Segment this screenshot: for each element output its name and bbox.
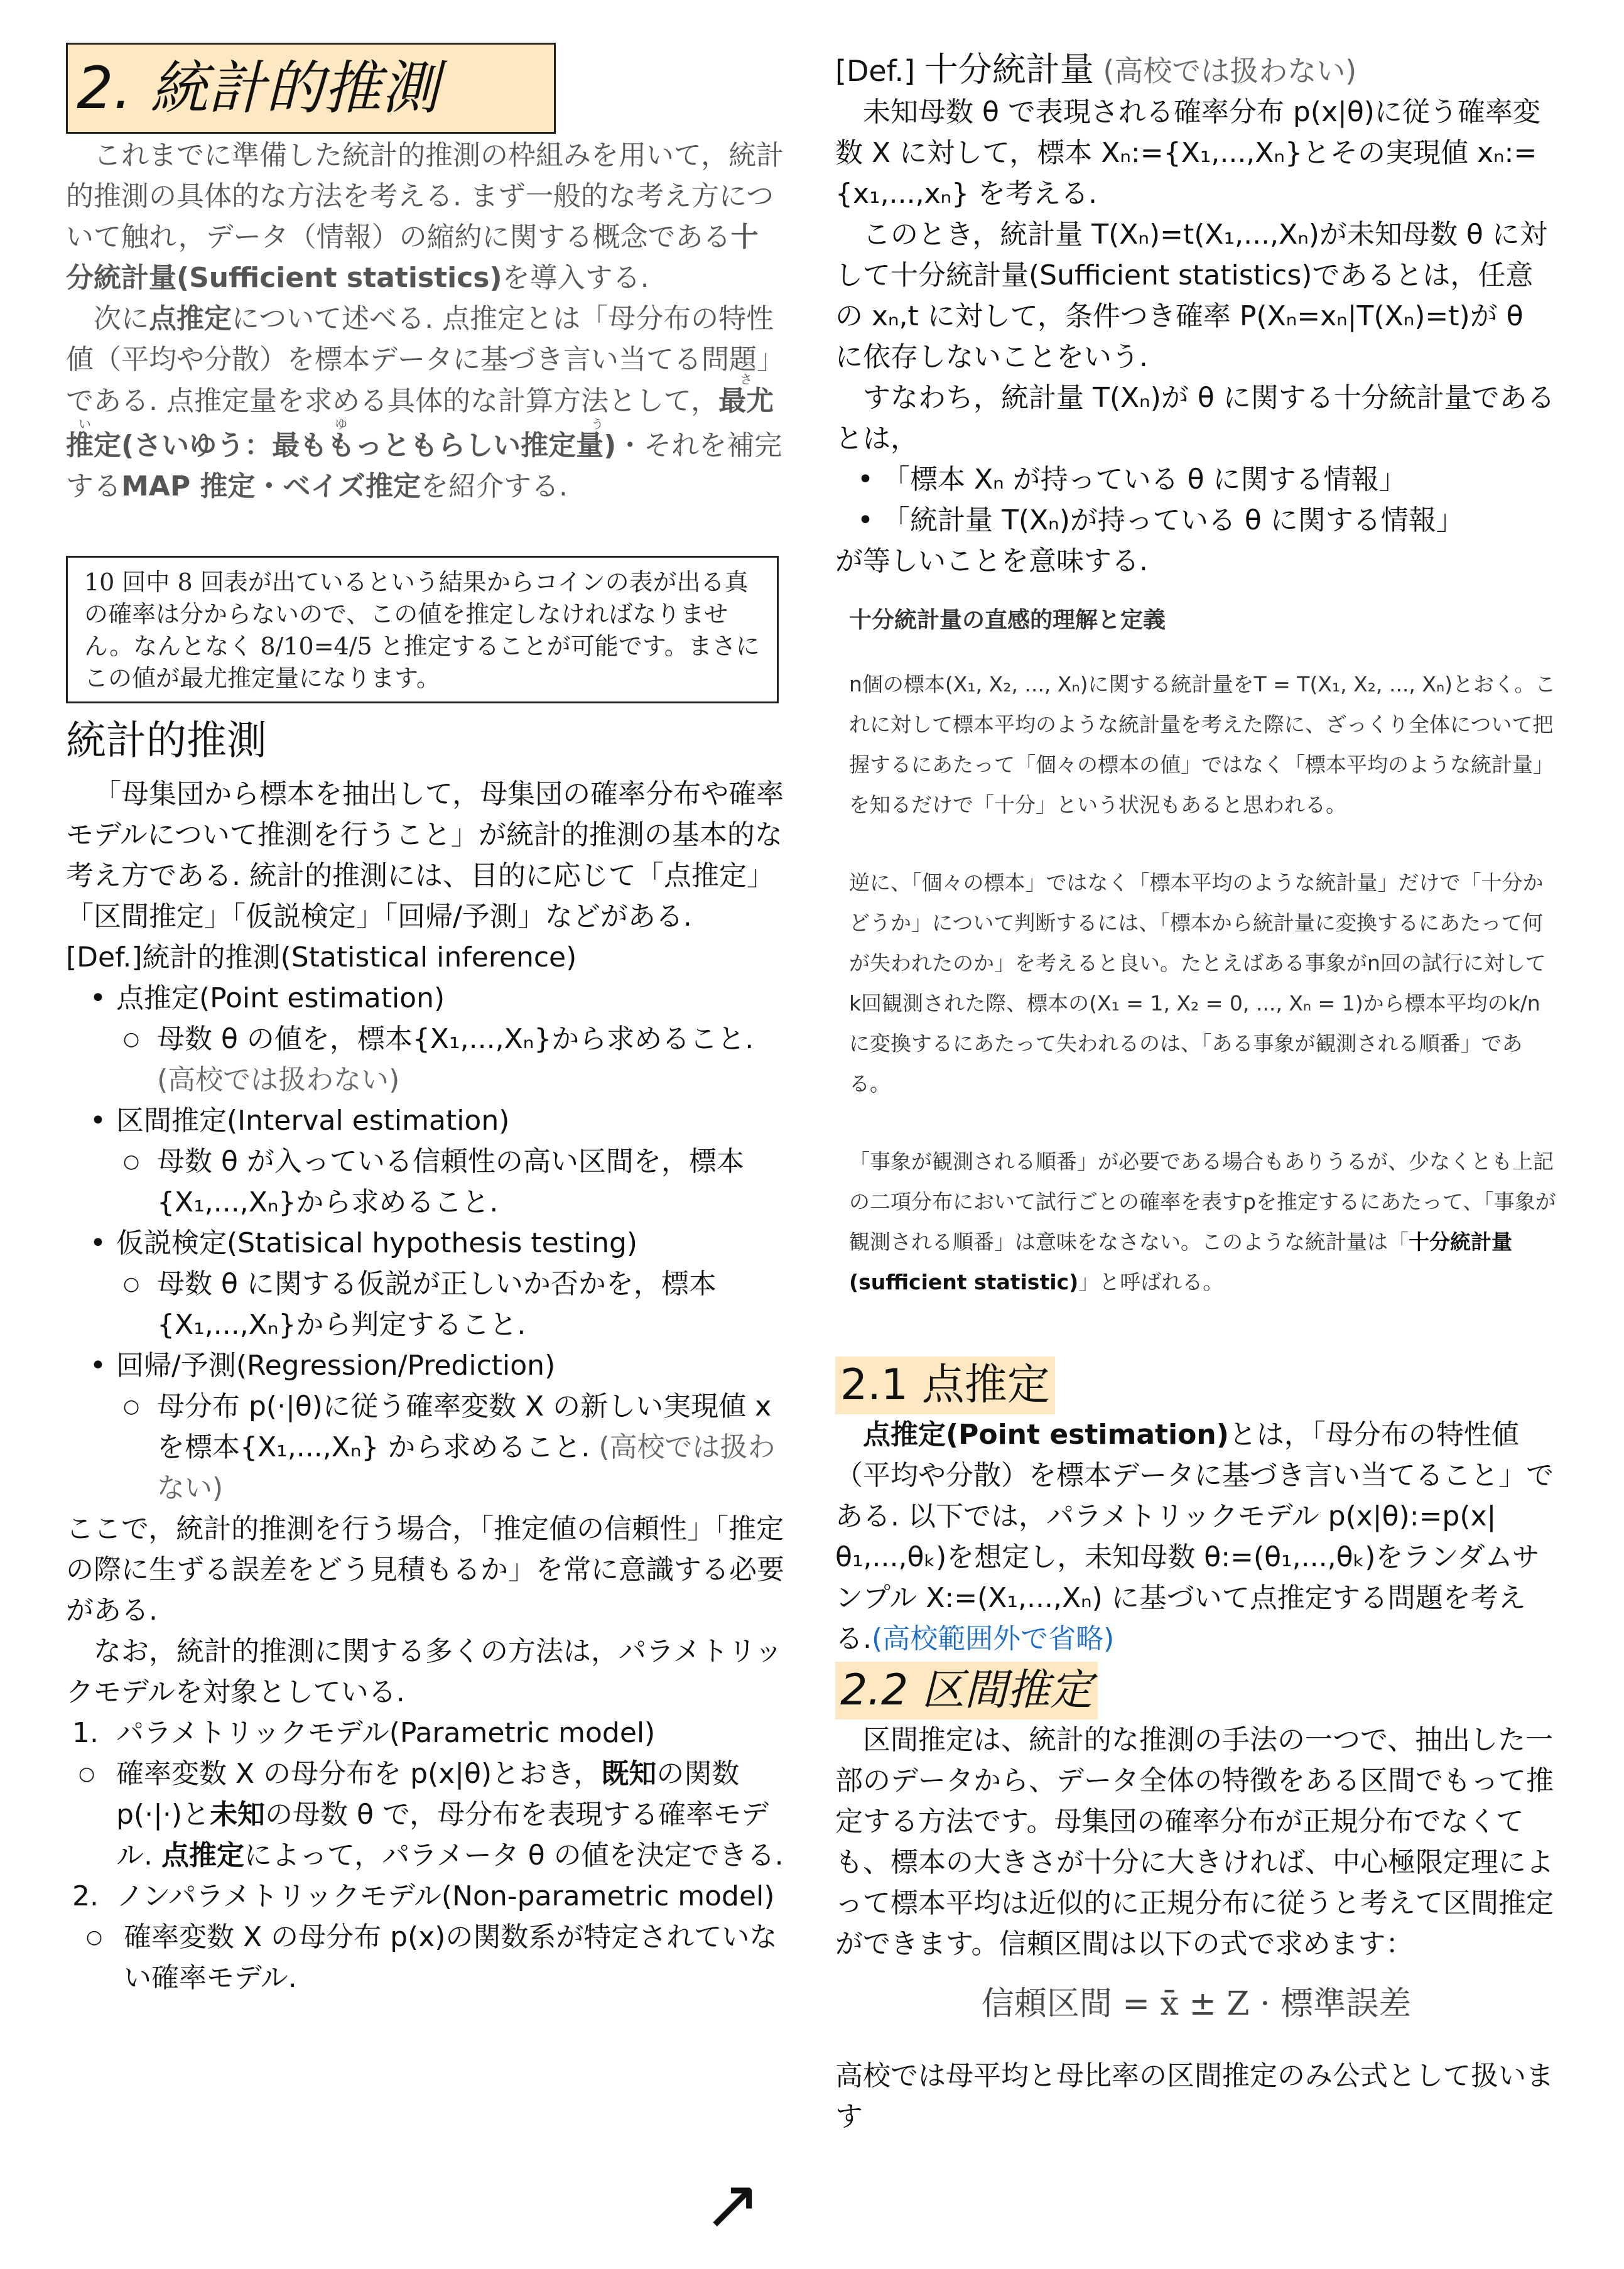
parametric-intro-paragraph: なお，統計的推測に関する多くの方法は，パラメトリックモデルを対象としている.: [66, 1635, 782, 1708]
definition-paragraph-1: 未知母数 θ で表現される確率分布 p(x|θ)に従う確率変数 X に対して，標本 Xₙ:={X₁,...,Xₙ}とその実現値 xₙ:={x₁,...,xₙ} を考える.: [835, 96, 1540, 210]
right-column: [835, 49, 1557, 1302]
explanation-heading: 十分統計量の直感的理解と定義: [849, 607, 1166, 633]
explanation-paragraph-1: n個の標本(X₁, X₂, ..., Xₙ)に関する統計量をT = T(X₁, X₂, ..., Xₙ)とおく。これに対して標本平均のような統計量を考えた際に、ざっくり全体について把握するにあたって「個々の標本の値」ではなく「標本平均のような統計量」を知るだけで「十分」という状況もあると思われる。: [849, 672, 1556, 817]
high-school-scope-note: 高校では母平均と母比率の区間推定のみ公式として扱います: [835, 2060, 1554, 2133]
point-estimation-section: [835, 1357, 1557, 2137]
list-item-point-estimation: • 点推定(Point estimation) ○ 母数 θ の値を，標本{X₁,...,Xₙ}から求めること. (高校では扱わない): [90, 982, 754, 1096]
intro-paragraph-1: これまでに準備した統計的推測の枠組みを用いて，統計的推測の具体的な方法を考える. まず一般的な考え方について触れ，データ（情報）の縮約に関する概念である十分統計量(Sufficient statistics)を導入する.: [66, 139, 784, 294]
list-item-regression: • 回帰/予測(Regression/Prediction) ○ 母分布 p(·|θ)に従う確率変数 X の新しい実現値 x を標本{X₁,...,Xₙ} から求めること. (高校では扱わない): [90, 1350, 776, 1504]
point-estimation-paragraph: 点推定(Point estimation)とは，「母分布の特性値（平均や分散）を標本データに基づき言い当てること」である. 以下では，パラメトリックモデル p(x|θ):=p(x|θ₁,...,θₖ)を想定し，未知母数 θ:=(θ₁,...,θₖ)をランダムサンプル X:=(X₁,...,Xₙ) に基づいて点推定する問題を考える.(高校範囲外で省略): [835, 1419, 1554, 1655]
list-item-sample-info: • 「標本 Xₙ が持っている θ に関する情報」: [857, 463, 1407, 495]
inference-paragraph: 「母集団から標本を抽出して，母集団の確率分布や確率モデルについて推測を行うこと」が統計的推測の基本的な考え方である. 統計的推測には、目的に応じて「点推定」「区間推定」「仮説検定」「回帰/予測」などがある.: [66, 778, 784, 933]
confidence-interval-formula: 信頼区間 = x̄ ± Z · 標準誤差: [981, 1985, 1412, 2023]
information-bullet-list: [857, 459, 1557, 541]
section-heading-interval-estimation: 2.2 区間推定: [835, 1662, 1557, 1719]
definition-paragraph-3: すなわち，統計量 T(Xₙ)が θ に関する十分統計量であるとは，: [835, 382, 1555, 455]
definition-paragraph-4: が等しいことを意味する.: [835, 545, 1148, 577]
list-item-interval-estimation: • 区間推定(Interval estimation) ○ 母数 θ が入っている信頼性の高い区間を，標本{X₁,...,Xₙ}から求めること.: [90, 1105, 744, 1218]
section-heading-point-estimation: 2.1 点推定: [835, 1357, 1557, 1414]
list-item-nonparametric-model: 2. ノンパラメトリックモデル(Non-parametric model) ○ 確率変数 X の母分布 p(x)の関数系が特定されていない確率モデル.: [72, 1880, 777, 1994]
mle-term: 最尤推定(さいゆう：最ももっともらしい推定量): [66, 385, 774, 462]
section-heading-inference: 統計的推測: [66, 718, 267, 764]
inference-type-list: [90, 978, 785, 1508]
inference-definition-line: [Def.]統計的推測(Statistical inference): [66, 941, 577, 973]
out-of-scope-note: (高校範囲外で省略): [872, 1623, 1115, 1655]
map-bayes-term: MAP 推定・ベイズ推定: [121, 470, 421, 502]
list-item-parametric-model: 1. パラメトリックモデル(Parametric model) ○ 確率変数 X の母分布を p(x|θ)とおき，既知の関数 p(·|·)と未知の母数 θ で，母分布を表現する確率モデル. 点推定によって，パラメータ θ の値を決定できる.: [72, 1717, 784, 1871]
arrow-up-right-icon: ↗: [703, 2164, 762, 2245]
list-item-hypothesis-testing: • 仮説検定(Statisical hypothesis testing) ○ 母数 θ に関する仮説が正しいか否かを，標本{X₁,...,Xₙ}から判定すること.: [90, 1227, 717, 1341]
intro-block: [66, 135, 785, 507]
model-list: [72, 1713, 785, 1998]
coin-example-box: 10 回中 8 回表が出ているという結果からコインの表が出る真の確率は分からないので、この値を推定しなければなりません。なんとなく 8/10=4/5 と推定することが可能です。まさにこの値が最尤推定量になります。: [66, 556, 779, 703]
explanation-paragraph-3: 「事象が観測される順番」が必要である場合もありうるが、少なくとも上記の二項分布において試行ごとの確率を表すpを推定するにあたって、「事象が観測される順番」は意味をなさない。このような統計量は「十分統計量(sufficient statistic)」と呼ばれる。: [849, 1149, 1556, 1294]
sufficient-statistic-definition-title: [Def.] 十分統計量 (高校では扱わない): [835, 50, 1357, 89]
reliability-paragraph: ここで，統計的推測を行う場合，「推定値の信頼性」「推定の際に生ずる誤差をどう見積もるか」を常に意識する必要がある.: [66, 1513, 784, 1627]
list-item-statistic-info: • 「統計量 T(Xₙ)が持っている θ に関する情報」: [857, 504, 1464, 536]
inference-section: [66, 716, 785, 1998]
intro-paragraph-2: 次に点推定について述べる. 点推定とは「母分布の特性値（平均や分散）を標本データに基づき言い当てる問題」である. 点推定量を求める具体的な計算方法として，最尤推定(さいゆう：最ももっともらしい推定量)さいゆう・それを補完するMAP 推定・ベイズ推定を紹介する.: [66, 303, 784, 502]
explanation-paragraph-2: 逆に、「個々の標本」ではなく「標本平均のような統計量」だけで「十分かどうか」について判断するには、「標本から統計量に変換するにあたって何が失われたのか」を考えると良い。たとえばある事象がn回の試行に対してk回観測された際、標本の(X₁ = 1, X₂ = 0, ..., Xₙ = 1)から標本平均のk/nに変換するにあたって失われるのは、「ある事象が観測される順番」である。: [849, 870, 1546, 1096]
sufficient-statistics-term: 十分統計量(Sufficient statistics): [66, 221, 759, 294]
interval-estimation-paragraph: 区間推定は、統計的な推測の手法の一つで、抽出した一部のデータから、データ全体の特徴をある区間でもって推定する方法です。母集団の確率分布が正規分布でなくても、標本の大きさが十分に大きければ、中心極限定理によって標本平均は近似的に正規分布に従うと考えて区間推定ができます。信頼区間は以下の式で求めます：: [835, 1724, 1554, 1960]
sufficient-statistic-explanation-image: [835, 600, 1557, 1302]
definition-paragraph-2: このとき，統計量 T(Xₙ)=t(X₁,...,Xₙ)が未知母数 θ に対して十分統計量(Sufficient statistics)であるとは，任意の xₙ,t に対して，条件つき確率 P(Xₙ=xₙ|T(Xₙ)=t)が θ に依存しないことをいう.: [835, 219, 1547, 373]
chapter-title: 2. 統計的推測: [66, 43, 556, 134]
ruby-annotation: さいゆう: [66, 372, 774, 431]
